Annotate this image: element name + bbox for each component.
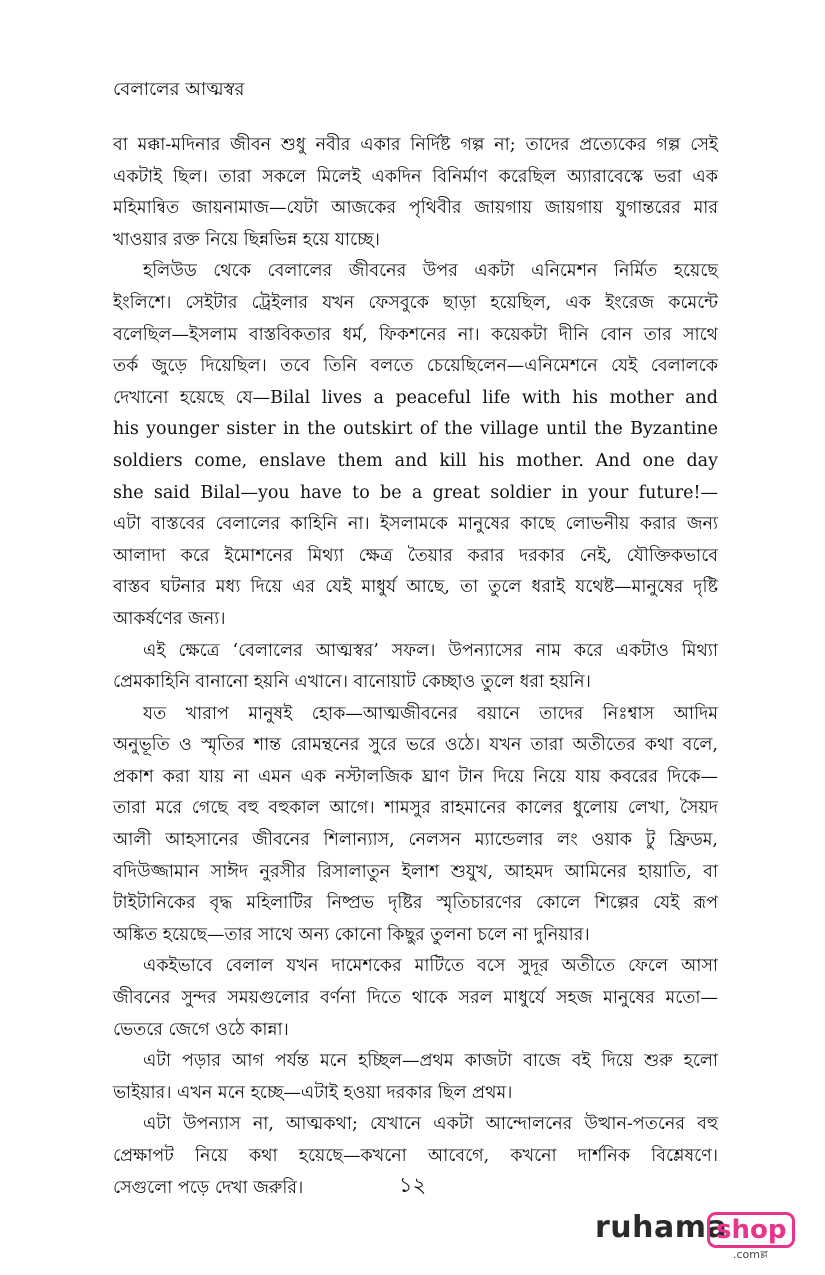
text-line: his younger sister in the outskirt of the village until the Byzantine — [113, 419, 718, 440]
page-number: ১২ — [398, 1173, 427, 1197]
text-line: প্রেক্ষাপট নিয়ে কথা হয়েছে—কখনো আবেগে, কখনো দার্শনিক বিশ্লেষণে। — [113, 1146, 718, 1166]
text-line: অনুভূতি ও স্মৃতির শান্ত রোমন্থনের সুরে ভরে ওঠে। যখন তারা অতীতের কথা বলে, — [113, 735, 718, 756]
logo-wordmark: ruhama — [595, 1210, 728, 1245]
text-line: আকর্ষণের জন্য। — [113, 608, 226, 629]
text-line: বলেছিল—ইসলাম বাস্তবিকতার ধর্ম, ফিকশনের না। কয়েকটা দীনি বোন তার সাথে — [113, 324, 718, 345]
text-line: soldiers come, enslave them and kill his mother. And one day — [113, 450, 718, 471]
running-header: বেলালের আত্মস্বর — [113, 79, 245, 100]
text-line: তারা মরে গেছে বহু বহুকাল আগে। শামসুর রাহমানের কালের ধুলোয় লেখা, সৈয়দ — [113, 798, 718, 819]
text-line: ভাইয়ার। এখন মনে হচ্ছে—এটাই হওয়া দরকার ছিল প্রথম। — [113, 1082, 513, 1103]
text-line: আলাদা করে ইমোশনের মিথ্যা ক্ষেত্র তৈয়ার করার দরকার নেই, যৌক্তিকভাবে — [113, 545, 718, 566]
text-line: বাস্তব ঘটনার মধ্য দিয়ে এর যেই মাধুর্য আছে, তা তুলে ধরাই যথেষ্ট—মানুষের দৃষ্টি — [113, 577, 718, 598]
logo-badge: shop — [707, 1212, 795, 1248]
text-line: এটা বাস্তবের বেলালের কাহিনি না। ইসলামকে মানুষের কাছে লোভনীয় করার জন্য — [113, 514, 718, 535]
text-line: এটা উপন্যাস না, আত্মকথা; যেখানে একটা আন্দোলনের উত্থান-পতনের বহু — [143, 1114, 718, 1135]
text-line: বা মক্কা-মদিনার জীবন শুধু নবীর একার নির্দিষ্ট গল্প না; তাদের প্রত্যেকের গল্প সেই — [113, 135, 718, 155]
text-line: টাইটানিকের বৃদ্ধ মহিলাটির নিষ্প্রভ দৃষ্টির স্মৃতিচারণের কোলে শিল্পের যেই রূপ — [113, 893, 718, 914]
text-line: আলী আহসানের জীবনের শিলান্যাস, নেলসন ম্যান্ডেলার লং ওয়াক টু ফ্রিডম, — [113, 830, 718, 851]
text-line: একটাই ছিল। তারা সকলে মিলেই একদিন বিনির্মাণ করেছিল অ্যারাবেস্কে ভরা এক — [113, 166, 718, 187]
text-line: খাওয়ার রক্ত নিয়ে ছিন্নভিন্ন হয়ে যাচ্ছে। — [113, 229, 380, 250]
text-line: একইভাবে বেলাল যখন দামেশকের মাটিতে বসে সুদূর অতীতে ফেলে আসা — [143, 956, 718, 977]
text-line: বদিউজ্জামান সাঈদ নুরসীর রিসালাতুন ইলাশ শুযুখ, আহমদ আমিনের হায়াতি, বা — [113, 861, 718, 882]
text-line: মহিমান্বিত জায়নামাজ—যেটা আজকের পৃথিবীর জায়গায় জায়গায় যুগান্তরের মার — [113, 198, 718, 219]
text-line: প্রেমকাহিনি বানানো হয়নি এখানে। বানোয়াট কেচ্ছাও তুলে ধরা হয়নি। — [113, 672, 591, 693]
logo-domain: .comল্ল — [733, 1248, 768, 1261]
publisher-logo — [595, 1210, 795, 1261]
text-line: জীবনের সুন্দর সময়গুলোর বর্ণনা দিতে থাকে সরল মাধুর্যে সহজ মানুষের মতো— — [113, 988, 718, 1009]
text-line: she said Bilal—you have to be a great soldier in your future!— — [113, 482, 718, 503]
body-text — [113, 130, 718, 1204]
text-line: অঙ্কিত হয়েছে—তার সাথে অন্য কোনো কিছুর তুলনা চলে না দুনিয়ার। — [113, 924, 590, 945]
text-line: প্রকাশ করা যায় না এমন এক নস্টালজিক ঘ্রাণ টান দিয়ে নিয়ে যায় কবরের দিকে— — [113, 766, 718, 787]
text-line: যত খারাপ মানুষই হোক—আত্মজীবনের বয়ানে তাদের নিঃশ্বাস আদিম — [143, 703, 718, 724]
text-line: ভেতরে জেগে ওঠে কান্না। — [113, 1019, 289, 1040]
text-line: সেগুলো পড়ে দেখা জরুরি। — [113, 1177, 304, 1198]
text-line: এই ক্ষেত্রে ‘বেলালের আত্মস্বর’ সফল। উপন্যাসের নাম করে একটাও মিথ্যা — [143, 640, 718, 661]
text-line: ইংলিশে। সেইটার ট্রেইলার যখন ফেসবুকে ছাড়া হয়েছিল, এক ইংরেজ কমেন্টে — [113, 292, 718, 313]
text-line: তর্ক জুড়ে দিয়েছিল। তবে তিনি বলতে চেয়েছিলেন—এনিমেশনে যেই বেলালকে — [113, 356, 718, 377]
text-line: হলিউড থেকে বেলালের জীবনের উপর একটা এনিমেশন নির্মিত হয়েছে — [143, 261, 718, 282]
text-line: দেখানো হয়েছে যে—Bilal lives a peaceful life with his mother and — [113, 387, 718, 408]
text-line: এটা পড়ার আগ পর্যন্ত মনে হচ্ছিল—প্রথম কাজটা বাজে বই দিয়ে শুরু হলো — [143, 1051, 718, 1072]
